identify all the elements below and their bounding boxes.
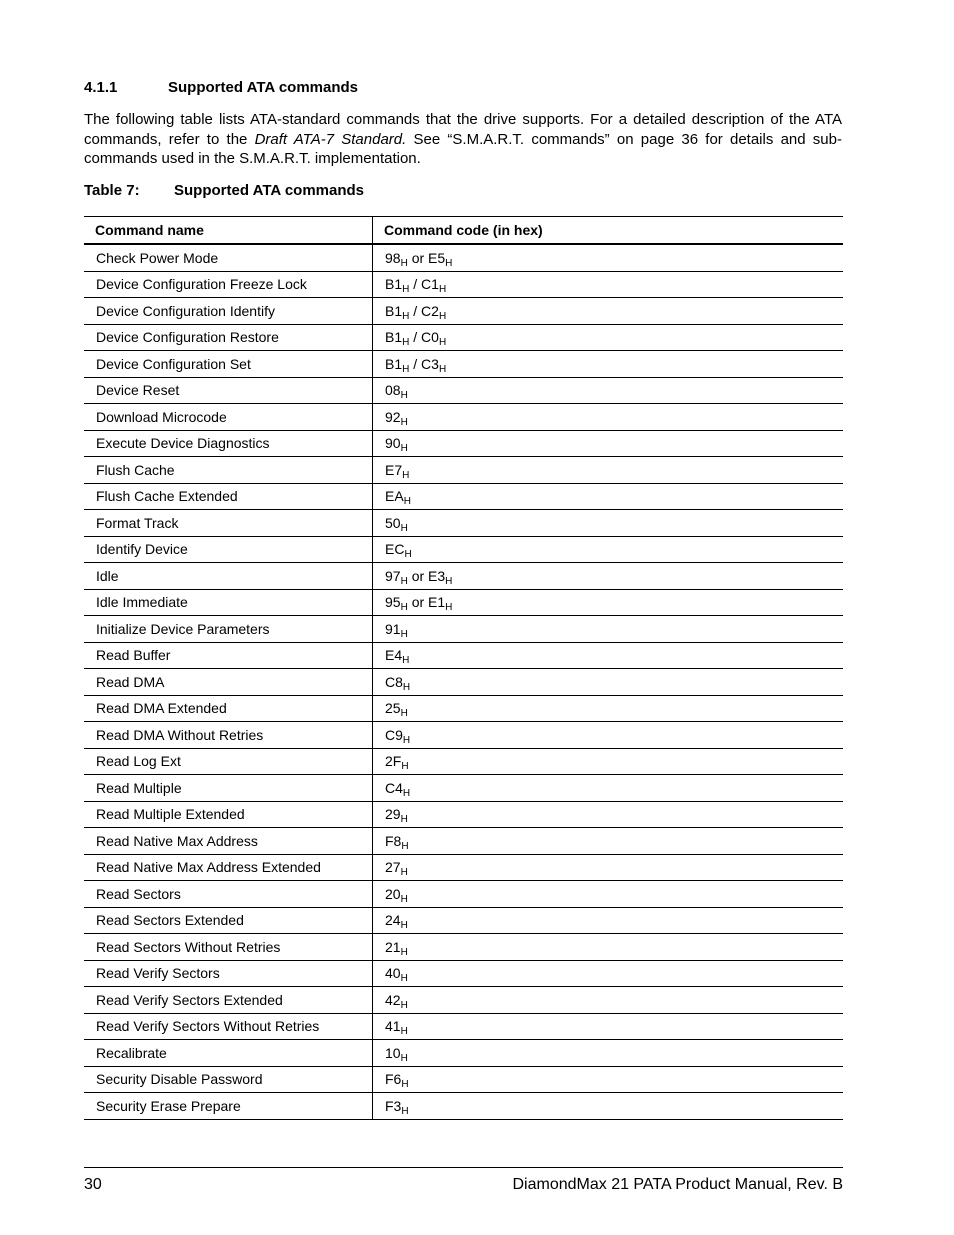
table-row (84, 1066, 843, 1093)
command-code-cell (373, 854, 844, 881)
command-code-cell (373, 801, 844, 828)
table-row (84, 1013, 843, 1040)
hex-subscript: H (400, 1026, 408, 1038)
command-name-cell: Flush Cache (84, 457, 373, 484)
command-name-cell: Execute Device Diagnostics (84, 430, 373, 457)
hex-subscript: H (438, 363, 447, 375)
table-row (84, 881, 843, 908)
command-code-value: 08 (385, 382, 401, 399)
command-name-cell: Security Disable Password (84, 1066, 373, 1093)
command-name-cell: Read Multiple Extended (84, 801, 373, 828)
hex-subscript: H (403, 496, 411, 508)
command-name-cell: Idle (84, 563, 373, 590)
command-code-cell (373, 960, 844, 987)
table-row (84, 642, 843, 669)
supported-commands-table (84, 216, 843, 1120)
table-row (84, 430, 843, 457)
command-code-value: B1 (385, 276, 403, 293)
command-code-value: 90 (385, 435, 401, 452)
table-row (84, 324, 843, 351)
table-body (84, 244, 843, 1119)
command-code-value: / C1 (409, 276, 439, 293)
hex-subscript: H (400, 946, 408, 958)
hex-subscript: H (402, 469, 410, 481)
command-code-cell (373, 430, 844, 457)
command-code-cell (373, 483, 844, 510)
command-name-cell: Check Power Mode (84, 244, 373, 271)
hex-subscript: H (400, 628, 408, 640)
section-title: Supported ATA commands (168, 79, 359, 96)
hex-subscript: H (401, 1079, 409, 1091)
command-code-cell (373, 271, 844, 298)
command-code-value: / C3 (409, 355, 439, 372)
command-name-cell: Read Sectors Without Retries (84, 934, 373, 961)
table-row (84, 589, 843, 616)
command-code-cell (373, 457, 844, 484)
hex-subscript: H (402, 337, 410, 349)
table-row (84, 801, 843, 828)
intro-standard-reference: Draft ATA-7 Standard. (254, 130, 407, 148)
command-name-cell: Read Log Ext (84, 748, 373, 775)
hex-subscript: H (402, 363, 410, 375)
command-name-cell: Device Configuration Freeze Lock (84, 271, 373, 298)
command-code-value: E4 (385, 647, 403, 664)
column-header-command-code: Command code (in hex) (373, 217, 844, 245)
command-code-cell (373, 828, 844, 855)
column-header-command-name: Command name (84, 217, 373, 245)
table-row (84, 1093, 843, 1120)
intro-text-end: See “S.M.A.R.T. commands” on page 36 for details and sub-commands used in the S.M.A.R.T. implementation. (84, 130, 842, 167)
hex-subscript: H (400, 708, 408, 720)
command-code-value: 97 (385, 567, 401, 584)
hex-subscript: H (402, 310, 410, 322)
table-row (84, 351, 843, 378)
command-code-value: E7 (385, 461, 403, 478)
command-code-cell (373, 377, 844, 404)
command-code-value: 2F (385, 753, 402, 770)
command-name-cell: Security Erase Prepare (84, 1093, 373, 1120)
command-name-cell: Download Microcode (84, 404, 373, 431)
command-code-cell (373, 589, 844, 616)
command-name-cell: Device Configuration Set (84, 351, 373, 378)
hex-subscript: H (402, 681, 411, 693)
command-name-cell: Read Buffer (84, 642, 373, 669)
command-name-cell: Read Sectors Extended (84, 907, 373, 934)
command-code-value: C8 (385, 673, 403, 690)
table-row (84, 748, 843, 775)
command-code-cell (373, 1093, 844, 1120)
table-header-row (84, 217, 843, 245)
command-code-cell (373, 298, 844, 325)
command-code-cell (373, 722, 844, 749)
command-code-value: 29 (385, 806, 401, 823)
command-name-cell: Read Verify Sectors Without Retries (84, 1013, 373, 1040)
command-code-cell (373, 695, 844, 722)
table-row (84, 563, 843, 590)
hex-subscript: H (400, 416, 408, 428)
hex-subscript: H (400, 575, 408, 587)
command-code-value: C9 (385, 726, 403, 743)
command-name-cell: Recalibrate (84, 1040, 373, 1067)
command-code-value: 25 (385, 700, 401, 717)
table-row (84, 960, 843, 987)
command-name-cell: Read Native Max Address (84, 828, 373, 855)
command-code-value: EA (385, 488, 404, 505)
command-code-cell (373, 510, 844, 537)
command-code-value: 50 (385, 514, 401, 531)
hex-subscript: H (400, 257, 408, 269)
table-row (84, 510, 843, 537)
hex-subscript: H (401, 840, 409, 852)
command-code-cell (373, 1040, 844, 1067)
hex-subscript: H (400, 920, 408, 932)
command-code-value: 41 (385, 1018, 401, 1035)
command-code-value: or E1 (407, 594, 446, 611)
hex-subscript: H (445, 575, 453, 587)
table-row (84, 377, 843, 404)
command-code-cell (373, 616, 844, 643)
command-code-cell (373, 244, 844, 271)
hex-subscript: H (438, 337, 447, 349)
command-code-cell (373, 351, 844, 378)
table-row (84, 669, 843, 696)
table-row (84, 298, 843, 325)
command-code-value: / C2 (409, 302, 439, 319)
intro-text-start: The following table lists ATA-standard commands that the drive supports. For a detailed description of the ATA commands, refer to the (84, 111, 842, 148)
command-code-cell (373, 934, 844, 961)
hex-subscript: H (401, 761, 409, 773)
page-number: 30 (84, 1176, 102, 1193)
section-number: 4.1.1 (84, 79, 118, 96)
command-code-cell (373, 404, 844, 431)
command-name-cell: Initialize Device Parameters (84, 616, 373, 643)
command-code-cell (373, 775, 844, 802)
table-caption (84, 182, 364, 199)
command-code-value: 42 (385, 991, 401, 1008)
hex-subscript: H (401, 1105, 409, 1117)
hex-subscript: H (400, 999, 408, 1011)
section-heading (84, 79, 358, 96)
command-name-cell: Read Multiple (84, 775, 373, 802)
command-code-value: F3 (385, 1097, 402, 1114)
table-row (84, 616, 843, 643)
command-code-value: 20 (385, 885, 401, 902)
command-code-value: B1 (385, 355, 403, 372)
command-code-value: F8 (385, 832, 402, 849)
command-name-cell: Read Verify Sectors (84, 960, 373, 987)
hex-subscript: H (438, 284, 447, 296)
table-row (84, 244, 843, 271)
table-row (84, 695, 843, 722)
table-row (84, 457, 843, 484)
command-code-cell (373, 536, 844, 563)
hex-subscript: H (402, 734, 411, 746)
table-caption-title: Supported ATA commands (174, 182, 365, 199)
hex-subscript: H (400, 390, 408, 402)
command-code-value: / C0 (409, 329, 439, 346)
table-row (84, 404, 843, 431)
command-code-value: 21 (385, 938, 401, 955)
command-code-cell (373, 563, 844, 590)
command-code-cell (373, 669, 844, 696)
hex-subscript: H (438, 310, 447, 322)
command-name-cell: Identify Device (84, 536, 373, 563)
command-code-value: 27 (385, 859, 401, 876)
table-row (84, 854, 843, 881)
hex-subscript: H (445, 257, 453, 269)
command-name-cell: Flush Cache Extended (84, 483, 373, 510)
table-row (84, 722, 843, 749)
table-row (84, 934, 843, 961)
command-code-cell (373, 642, 844, 669)
command-name-cell: Read DMA (84, 669, 373, 696)
command-code-cell (373, 748, 844, 775)
command-code-value: B1 (385, 329, 403, 346)
intro-paragraph (84, 110, 842, 169)
hex-subscript: H (400, 814, 408, 826)
command-code-cell (373, 881, 844, 908)
command-name-cell: Read DMA Extended (84, 695, 373, 722)
command-code-cell (373, 1013, 844, 1040)
hex-subscript: H (402, 787, 411, 799)
command-name-cell: Device Configuration Identify (84, 298, 373, 325)
hex-subscript: H (402, 655, 410, 667)
hex-subscript: H (400, 867, 408, 879)
hex-subscript: H (400, 443, 408, 455)
hex-subscript: H (400, 893, 408, 905)
command-code-value: B1 (385, 302, 403, 319)
command-code-value: 40 (385, 965, 401, 982)
command-code-cell (373, 907, 844, 934)
hex-subscript: H (402, 284, 410, 296)
command-code-value: 92 (385, 408, 401, 425)
command-code-value: 98 (385, 249, 401, 266)
table-row (84, 828, 843, 855)
command-name-cell: Device Reset (84, 377, 373, 404)
hex-subscript: H (400, 1052, 408, 1064)
footer-divider (84, 1167, 843, 1168)
command-name-cell: Read Sectors (84, 881, 373, 908)
command-name-cell: Read Verify Sectors Extended (84, 987, 373, 1014)
table-row (84, 987, 843, 1014)
table-row (84, 775, 843, 802)
command-code-cell (373, 1066, 844, 1093)
command-code-value: or E5 (407, 249, 446, 266)
command-code-value: 24 (385, 912, 401, 929)
hex-subscript: H (400, 973, 408, 985)
document-title: DiamondMax 21 PATA Product Manual, Rev. B (512, 1176, 843, 1193)
command-code-value: 95 (385, 594, 401, 611)
hex-subscript: H (400, 602, 408, 614)
command-name-cell: Format Track (84, 510, 373, 537)
command-code-cell (373, 987, 844, 1014)
table-row (84, 907, 843, 934)
command-code-value: EC (385, 541, 405, 558)
command-code-value: 91 (385, 620, 401, 637)
command-code-value: 10 (385, 1044, 401, 1061)
hex-subscript: H (445, 602, 453, 614)
command-code-cell (373, 324, 844, 351)
command-name-cell: Read Native Max Address Extended (84, 854, 373, 881)
command-name-cell: Idle Immediate (84, 589, 373, 616)
table-row (84, 1040, 843, 1067)
command-name-cell: Read DMA Without Retries (84, 722, 373, 749)
table-row (84, 271, 843, 298)
command-code-value: C4 (385, 779, 403, 796)
command-code-value: or E3 (407, 567, 446, 584)
table-row (84, 536, 843, 563)
hex-subscript: H (400, 522, 408, 534)
command-name-cell: Device Configuration Restore (84, 324, 373, 351)
table-row (84, 483, 843, 510)
hex-subscript: H (404, 549, 412, 561)
table-caption-number: Table 7: (84, 182, 140, 199)
command-code-value: F6 (385, 1071, 402, 1088)
